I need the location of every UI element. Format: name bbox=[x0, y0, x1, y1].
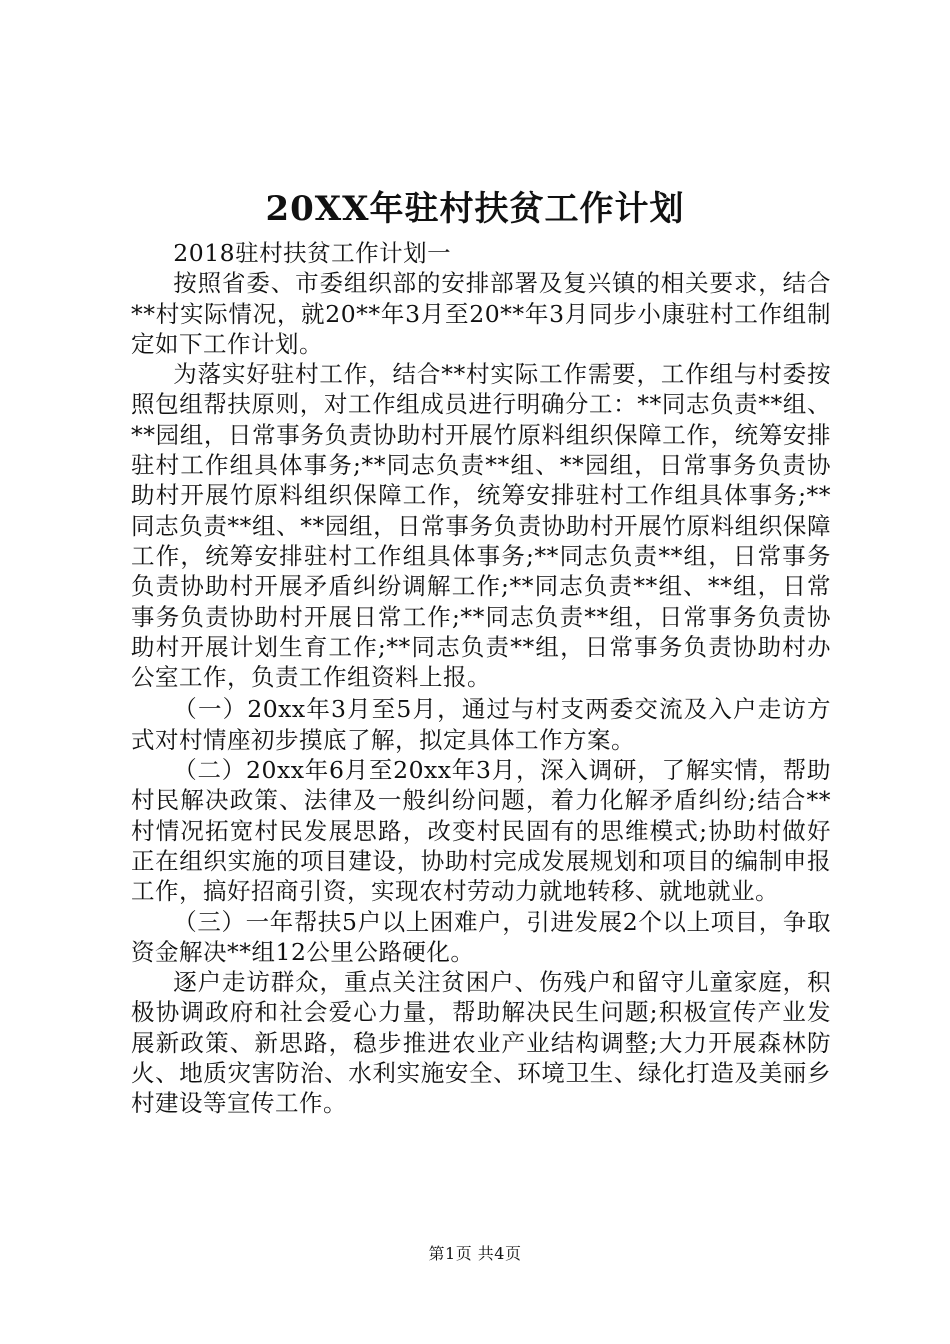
subtitle-paragraph: 2018驻村扶贫工作计划一 bbox=[173, 239, 452, 267]
phase-three-paragraph: （三）一年帮扶5户以上困难户，引进发展2个以上项目，争取资金解决**组12公里公路硬化。 bbox=[131, 907, 831, 966]
page-number: 第1页 共4页 bbox=[428, 1244, 522, 1263]
outreach-paragraph: 逐户走访群众，重点关注贫困户、伤残户和留守儿童家庭，积极协调政府和社会爱心力量，帮助解决民生问题;积极宣传产业发展新政策、新思路，稳步推进农业产业结构调整;大力开展森林防火、地质灾害防治、水利实施安全、环境卫生、绿化打造及美丽乡村建设等宣传工作。 bbox=[131, 968, 831, 1118]
division-paragraph: 为落实好驻村工作，结合**村实际工作需要，工作组与村委按照包组帮扶原则，对工作组成员进行明确分工：**同志负责**组、**园组，日常事务负责协助村开展竹原料组织保障工作，统筹安排驻村工作组具体事务;**同志负责**组、**园组，日常事务负责协助村开展竹原料组织保障工作，统筹安排驻村工作组具体事务;**同志负责**组、**园组，日常事务负责协助村开展竹原料组织保障工作，统筹安排驻村工作组具体事务;**同志负责**组，日常事务负责协助村开展矛盾纠纷调解工作;**同志负责**组、**组，日常事务负责协助村开展日常工作;**同志负责**组，日常事务负责协助村开展计划生育工作;**同志负责**组，日常事务负责协助村办公室工作，负责工作组资料上报。 bbox=[131, 360, 831, 692]
page-title: 20XX年驻村扶贫工作计划 bbox=[265, 189, 685, 229]
phase-two-paragraph: （二）20xx年6月至20xx年3月，深入调研，了解实情，帮助村民解决政策、法律及一般纠纷问题，着力化解矛盾纠纷;结合**村情况拓宽村民发展思路，改变村民固有的思维模式;协助村做好正在组织实施的项目建设，协助村完成发展规划和项目的编制申报工作，搞好招商引资，实现农村劳动力就地转移、就地就业。 bbox=[131, 756, 831, 906]
phase-one-paragraph: （一）20xx年3月至5月，通过与村支两委交流及入户走访方式对村情座初步摸底了解，拟定具体工作方案。 bbox=[131, 695, 831, 754]
document-body bbox=[131, 238, 831, 1119]
intro-paragraph: 按照省委、市委组织部的安排部署及复兴镇的相关要求，结合**村实际情况，就20**年3月至20**年3月同步小康驻村工作组制定如下工作计划。 bbox=[131, 269, 831, 358]
